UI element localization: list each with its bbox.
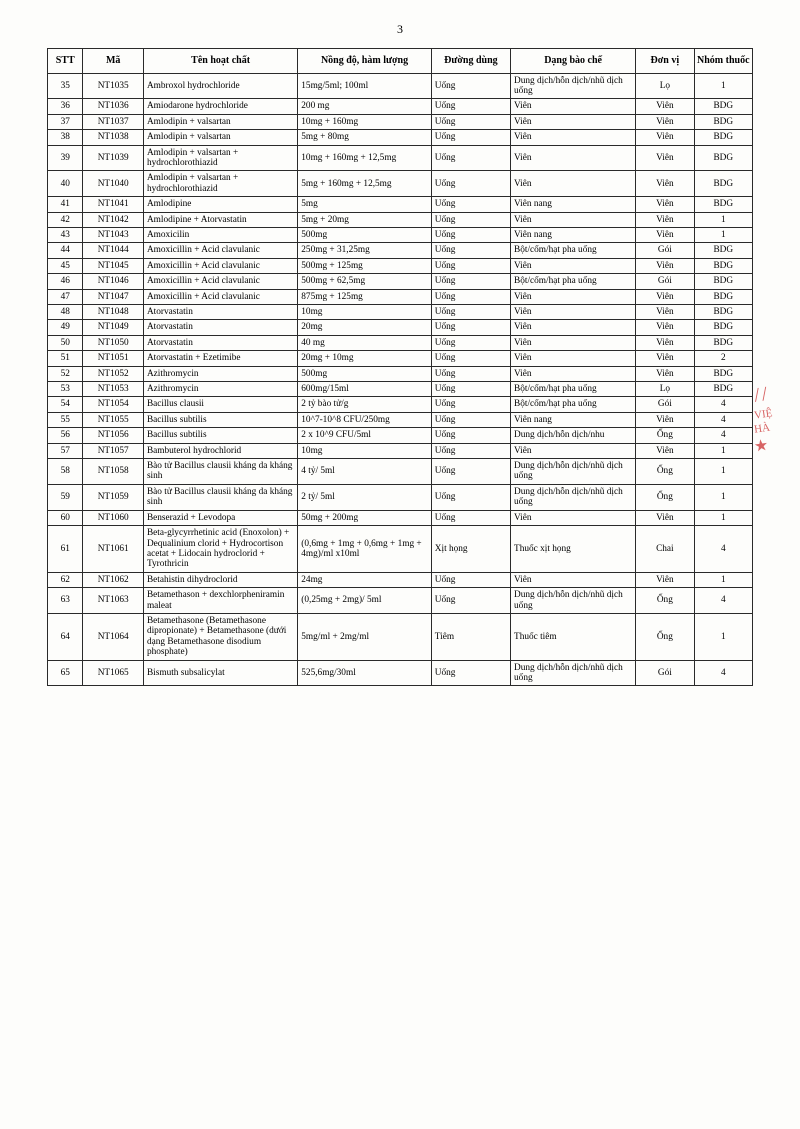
cell-nong-do: 500mg [298,366,431,381]
cell-nhom-thuoc: BDG [694,99,752,114]
cell-dang-bao-che: Dung dịch/hỗn dịch/nhũ dịch uống [511,588,636,614]
cell-don-vi: Viên [636,443,694,458]
cell-nong-do: 5mg [298,197,431,212]
cell-stt: 50 [48,335,83,350]
cell-don-vi: Viên [636,130,694,145]
cell-ten-hoat-chat: Amlodipin + valsartan + hydrochlorothiazid [143,171,297,197]
cell-ma: NT1064 [83,613,143,660]
cell-nhom-thuoc: BDG [694,289,752,304]
cell-nhom-thuoc: BDG [694,320,752,335]
cell-don-vi: Viên [636,366,694,381]
cell-duong-dung: Uống [431,397,510,412]
cell-don-vi: Viên [636,197,694,212]
cell-don-vi: Viên [636,212,694,227]
table-row [48,243,753,258]
cell-ten-hoat-chat: Bismuth subsalicylat [143,660,297,686]
cell-ten-hoat-chat: Amlodipine + Atorvastatin [143,212,297,227]
cell-dang-bao-che: Viên [511,130,636,145]
stamp-mark-star: ★ [752,436,770,456]
cell-duong-dung: Uống [431,510,510,525]
cell-duong-dung: Uống [431,382,510,397]
cell-dang-bao-che: Viên [511,335,636,350]
cell-ma: NT1039 [83,145,143,171]
cell-stt: 51 [48,351,83,366]
cell-nong-do: 4 tỷ/ 5ml [298,459,431,485]
cell-nhom-thuoc: 1 [694,572,752,587]
table-body [48,73,753,686]
cell-nong-do: 2 x 10^9 CFU/5ml [298,428,431,443]
cell-stt: 58 [48,459,83,485]
cell-ten-hoat-chat: Amoxicillin + Acid clavulanic [143,274,297,289]
cell-ma: NT1054 [83,397,143,412]
cell-ten-hoat-chat: Benserazid + Levodopa [143,510,297,525]
table-row [48,660,753,686]
cell-stt: 64 [48,613,83,660]
cell-dang-bao-che: Viên [511,171,636,197]
cell-don-vi: Ống [636,613,694,660]
cell-stt: 62 [48,572,83,587]
cell-nong-do: 600mg/15ml [298,382,431,397]
cell-dang-bao-che: Viên [511,212,636,227]
cell-nhom-thuoc: BDG [694,130,752,145]
cell-dang-bao-che: Viên nang [511,412,636,427]
cell-nhom-thuoc: BDG [694,335,752,350]
table-row [48,114,753,129]
cell-ten-hoat-chat: Betamethasone (Betamethasone dipropionate) + Betamethasone (dưới dạng Betamethasone disodium phosphate) [143,613,297,660]
cell-don-vi: Viên [636,145,694,171]
cell-nong-do: 10^7-10^8 CFU/250mg [298,412,431,427]
cell-nong-do: 10mg [298,443,431,458]
cell-nhom-thuoc: 1 [694,484,752,510]
cell-dang-bao-che: Viên [511,510,636,525]
cell-nong-do: 5mg + 160mg + 12,5mg [298,171,431,197]
cell-duong-dung: Uống [431,588,510,614]
cell-don-vi: Ống [636,484,694,510]
cell-dang-bao-che: Viên [511,366,636,381]
table-row [48,572,753,587]
cell-ma: NT1052 [83,366,143,381]
cell-nhom-thuoc: 4 [694,428,752,443]
cell-duong-dung: Uống [431,99,510,114]
column-header-don-vi: Đơn vị [636,49,694,74]
table-row [48,484,753,510]
cell-stt: 43 [48,227,83,242]
cell-nong-do: 40 mg [298,335,431,350]
cell-dang-bao-che: Dung dịch/hỗn dịch/nhũ dịch uống [511,660,636,686]
table-row [48,366,753,381]
column-header-stt: STT [48,49,83,74]
cell-nong-do: (0,25mg + 2mg)/ 5ml [298,588,431,614]
table-row [48,99,753,114]
cell-nhom-thuoc: 1 [694,510,752,525]
cell-nong-do: 10mg + 160mg + 12,5mg [298,145,431,171]
cell-duong-dung: Uống [431,660,510,686]
cell-stt: 54 [48,397,83,412]
cell-ma: NT1056 [83,428,143,443]
cell-ten-hoat-chat: Atorvastatin [143,320,297,335]
cell-stt: 63 [48,588,83,614]
table-row [48,335,753,350]
table-header-row [48,49,753,74]
cell-ten-hoat-chat: Amoxicillin + Acid clavulanic [143,243,297,258]
cell-ma: NT1046 [83,274,143,289]
cell-ten-hoat-chat: Atorvastatin [143,305,297,320]
cell-duong-dung: Uống [431,459,510,485]
cell-nhom-thuoc: 1 [694,443,752,458]
cell-duong-dung: Uống [431,320,510,335]
cell-ten-hoat-chat: Bào tử Bacillus clausii kháng da kháng sinh [143,484,297,510]
cell-duong-dung: Uống [431,428,510,443]
cell-ten-hoat-chat: Bacillus clausii [143,397,297,412]
stamp-mark-slashes: // [752,382,771,407]
cell-dang-bao-che: Dung dịch/hỗn dịch/nhu [511,428,636,443]
cell-dang-bao-che: Bột/cốm/hạt pha uống [511,243,636,258]
cell-nhom-thuoc: 1 [694,459,752,485]
cell-stt: 45 [48,258,83,273]
stamp-mark-vie: VIỆ [753,407,774,422]
table-row [48,145,753,171]
cell-dang-bao-che: Dung dịch/hỗn dịch/nhũ dịch uống [511,459,636,485]
cell-ma: NT1042 [83,212,143,227]
column-header-dang-bao-che: Dạng bào chế [511,49,636,74]
cell-stt: 49 [48,320,83,335]
cell-don-vi: Ống [636,428,694,443]
cell-nong-do: 250mg + 31,25mg [298,243,431,258]
cell-don-vi: Lọ [636,73,694,99]
cell-don-vi: Viên [636,305,694,320]
cell-nhom-thuoc: 1 [694,227,752,242]
cell-ten-hoat-chat: Atorvastatin + Ezetimibe [143,351,297,366]
cell-stt: 47 [48,289,83,304]
cell-nong-do: 50mg + 200mg [298,510,431,525]
cell-duong-dung: Uống [431,73,510,99]
table-row [48,526,753,573]
cell-nong-do: 20mg + 10mg [298,351,431,366]
table-row [48,171,753,197]
cell-don-vi: Gói [636,660,694,686]
cell-duong-dung: Uống [431,171,510,197]
cell-nhom-thuoc: BDG [694,382,752,397]
column-header-nong-do: Nồng độ, hàm lượng [298,49,431,74]
cell-dang-bao-che: Viên [511,572,636,587]
cell-nong-do: 200 mg [298,99,431,114]
cell-ten-hoat-chat: Betahistin dihydroclorid [143,572,297,587]
cell-don-vi: Ống [636,588,694,614]
cell-ma: NT1059 [83,484,143,510]
cell-nong-do: 500mg [298,227,431,242]
cell-nong-do: 20mg [298,320,431,335]
cell-don-vi: Viên [636,572,694,587]
cell-dang-bao-che: Bột/cốm/hạt pha uống [511,274,636,289]
cell-stt: 57 [48,443,83,458]
cell-dang-bao-che: Thuốc xịt họng [511,526,636,573]
cell-stt: 55 [48,412,83,427]
column-header-nhom-thuoc: Nhóm thuốc [694,49,752,74]
cell-ten-hoat-chat: Amiodarone hydrochloride [143,99,297,114]
cell-ten-hoat-chat: Azithromycin [143,366,297,381]
cell-don-vi: Viên [636,227,694,242]
cell-ma: NT1065 [83,660,143,686]
table-row [48,227,753,242]
cell-duong-dung: Uống [431,258,510,273]
cell-don-vi: Lọ [636,382,694,397]
cell-nhom-thuoc: BDG [694,243,752,258]
cell-duong-dung: Uống [431,305,510,320]
table-row [48,320,753,335]
cell-duong-dung: Uống [431,366,510,381]
cell-stt: 44 [48,243,83,258]
cell-ten-hoat-chat: Betamethason + dexchlorpheniramin maleat [143,588,297,614]
table-row [48,459,753,485]
cell-ma: NT1038 [83,130,143,145]
cell-ma: NT1044 [83,243,143,258]
cell-dang-bao-che: Viên [511,289,636,304]
cell-stt: 59 [48,484,83,510]
cell-ten-hoat-chat: Azithromycin [143,382,297,397]
cell-nong-do: 5mg + 20mg [298,212,431,227]
cell-ten-hoat-chat: Bacillus subtilis [143,428,297,443]
column-header-duong-dung: Đường dùng [431,49,510,74]
cell-ten-hoat-chat: Beta-glycyrrhetinic acid (Enoxolon) + Dequalinium clorid + Hydrocortison acetat + Lidocain hydroclorid + Tyrothricin [143,526,297,573]
cell-ma: NT1058 [83,459,143,485]
table-row [48,130,753,145]
cell-duong-dung: Uống [431,412,510,427]
cell-stt: 60 [48,510,83,525]
cell-stt: 39 [48,145,83,171]
cell-dang-bao-che: Viên [511,258,636,273]
cell-duong-dung: Uống [431,243,510,258]
cell-ma: NT1049 [83,320,143,335]
cell-don-vi: Viên [636,320,694,335]
cell-nhom-thuoc: 4 [694,397,752,412]
cell-dang-bao-che: Viên [511,114,636,129]
cell-dang-bao-che: Thuốc tiêm [511,613,636,660]
cell-dang-bao-che: Viên nang [511,197,636,212]
cell-nong-do: 5mg + 80mg [298,130,431,145]
cell-nong-do: 2 tỷ bào tử/g [298,397,431,412]
cell-ma: NT1057 [83,443,143,458]
cell-stt: 56 [48,428,83,443]
cell-don-vi: Viên [636,289,694,304]
cell-ma: NT1053 [83,382,143,397]
cell-don-vi: Viên [636,258,694,273]
cell-dang-bao-che: Viên [511,99,636,114]
cell-ma: NT1036 [83,99,143,114]
table-row [48,443,753,458]
cell-nhom-thuoc: BDG [694,366,752,381]
table-row [48,305,753,320]
cell-nhom-thuoc: BDG [694,171,752,197]
drug-list-table-container [47,48,753,686]
cell-nong-do: 10mg [298,305,431,320]
cell-dang-bao-che: Dung dịch/hỗn dịch/nhũ dịch uống [511,484,636,510]
cell-ten-hoat-chat: Amoxicillin + Acid clavulanic [143,258,297,273]
cell-ma: NT1063 [83,588,143,614]
cell-ten-hoat-chat: Amoxicillin + Acid clavulanic [143,289,297,304]
cell-nong-do: 500mg + 62,5mg [298,274,431,289]
cell-duong-dung: Uống [431,197,510,212]
table-row [48,289,753,304]
cell-stt: 40 [48,171,83,197]
cell-ten-hoat-chat: Amlodipin + valsartan + hydrochlorothiazid [143,145,297,171]
cell-duong-dung: Uống [431,114,510,129]
table-row [48,212,753,227]
cell-nong-do: 24mg [298,572,431,587]
stamp-mark-ha: HÀ [753,421,771,437]
table-row [48,351,753,366]
cell-nong-do: (0,6mg + 1mg + 0,6mg + 1mg + 4mg)/ml x10ml [298,526,431,573]
cell-stt: 48 [48,305,83,320]
cell-duong-dung: Uống [431,227,510,242]
cell-ten-hoat-chat: Amlodipin + valsartan [143,130,297,145]
cell-duong-dung: Uống [431,572,510,587]
cell-ten-hoat-chat: Atorvastatin [143,335,297,350]
table-row [48,613,753,660]
cell-ten-hoat-chat: Amoxicilin [143,227,297,242]
cell-dang-bao-che: Bột/cốm/hạt pha uống [511,382,636,397]
table-row [48,588,753,614]
cell-duong-dung: Uống [431,289,510,304]
cell-stt: 46 [48,274,83,289]
cell-stt: 52 [48,366,83,381]
cell-stt: 53 [48,382,83,397]
cell-nong-do: 500mg + 125mg [298,258,431,273]
cell-nhom-thuoc: 4 [694,588,752,614]
cell-dang-bao-che: Viên nang [511,227,636,242]
cell-ten-hoat-chat: Bào tử Bacillus clausii kháng da kháng sinh [143,459,297,485]
cell-don-vi: Gói [636,243,694,258]
cell-nong-do: 5mg/ml + 2mg/ml [298,613,431,660]
cell-stt: 41 [48,197,83,212]
cell-nong-do: 15mg/5ml; 100ml [298,73,431,99]
cell-dang-bao-che: Viên [511,443,636,458]
cell-ma: NT1061 [83,526,143,573]
cell-ma: NT1050 [83,335,143,350]
cell-dang-bao-che: Viên [511,320,636,335]
cell-nhom-thuoc: 1 [694,73,752,99]
cell-don-vi: Viên [636,351,694,366]
cell-nong-do: 2 tỷ/ 5ml [298,484,431,510]
cell-ten-hoat-chat: Amlodipine [143,197,297,212]
cell-don-vi: Viên [636,171,694,197]
cell-nong-do: 875mg + 125mg [298,289,431,304]
cell-duong-dung: Uống [431,335,510,350]
cell-stt: 38 [48,130,83,145]
cell-duong-dung: Uống [431,484,510,510]
cell-duong-dung: Uống [431,274,510,289]
table-row [48,258,753,273]
cell-stt: 61 [48,526,83,573]
cell-duong-dung: Uống [431,130,510,145]
cell-don-vi: Ống [636,459,694,485]
table-row [48,197,753,212]
cell-ma: NT1062 [83,572,143,587]
cell-stt: 65 [48,660,83,686]
cell-ma: NT1043 [83,227,143,242]
cell-don-vi: Gói [636,274,694,289]
cell-ma: NT1060 [83,510,143,525]
cell-dang-bao-che: Dung dịch/hỗn dịch/nhũ dịch uống [511,73,636,99]
table-row [48,510,753,525]
cell-ten-hoat-chat: Amlodipin + valsartan [143,114,297,129]
cell-duong-dung: Uống [431,212,510,227]
table-row [48,382,753,397]
cell-nhom-thuoc: 4 [694,660,752,686]
cell-ten-hoat-chat: Bambuterol hydrochlorid [143,443,297,458]
page-number: 3 [397,22,403,36]
table-row [48,274,753,289]
handwritten-stamp-marks [754,380,794,540]
cell-ma: NT1041 [83,197,143,212]
cell-nhom-thuoc: 2 [694,351,752,366]
table-header [48,49,753,74]
cell-nhom-thuoc: BDG [694,114,752,129]
cell-don-vi: Chai [636,526,694,573]
table-row [48,397,753,412]
cell-dang-bao-che: Viên [511,351,636,366]
cell-ten-hoat-chat: Ambroxol hydrochloride [143,73,297,99]
cell-nhom-thuoc: 1 [694,613,752,660]
cell-nhom-thuoc: BDG [694,258,752,273]
cell-don-vi: Viên [636,412,694,427]
column-header-ma: Mã [83,49,143,74]
cell-ma: NT1035 [83,73,143,99]
cell-don-vi: Viên [636,510,694,525]
column-header-ten-hoat-chat: Tên hoạt chất [143,49,297,74]
cell-don-vi: Viên [636,335,694,350]
cell-duong-dung: Uống [431,351,510,366]
cell-ma: NT1048 [83,305,143,320]
cell-duong-dung: Uống [431,145,510,171]
cell-stt: 37 [48,114,83,129]
cell-duong-dung: Tiêm [431,613,510,660]
cell-ma: NT1045 [83,258,143,273]
cell-nhom-thuoc: BDG [694,305,752,320]
cell-stt: 35 [48,73,83,99]
cell-nhom-thuoc: BDG [694,197,752,212]
cell-stt: 42 [48,212,83,227]
cell-ma: NT1040 [83,171,143,197]
cell-nong-do: 525,6mg/30ml [298,660,431,686]
drug-list-table [47,48,753,686]
table-row [48,428,753,443]
cell-ma: NT1037 [83,114,143,129]
cell-ma: NT1055 [83,412,143,427]
cell-dang-bao-che: Viên [511,145,636,171]
cell-nhom-thuoc: BDG [694,274,752,289]
cell-duong-dung: Xịt họng [431,526,510,573]
cell-stt: 36 [48,99,83,114]
table-row [48,412,753,427]
cell-nong-do: 10mg + 160mg [298,114,431,129]
cell-nhom-thuoc: 4 [694,526,752,573]
cell-don-vi: Viên [636,114,694,129]
cell-ten-hoat-chat: Bacillus subtilis [143,412,297,427]
cell-nhom-thuoc: BDG [694,145,752,171]
cell-don-vi: Viên [636,99,694,114]
cell-ma: NT1051 [83,351,143,366]
cell-dang-bao-che: Bột/cốm/hạt pha uống [511,397,636,412]
table-row [48,73,753,99]
cell-nhom-thuoc: 4 [694,412,752,427]
cell-ma: NT1047 [83,289,143,304]
cell-nhom-thuoc: 1 [694,212,752,227]
cell-dang-bao-che: Viên [511,305,636,320]
cell-don-vi: Gói [636,397,694,412]
cell-duong-dung: Uống [431,443,510,458]
